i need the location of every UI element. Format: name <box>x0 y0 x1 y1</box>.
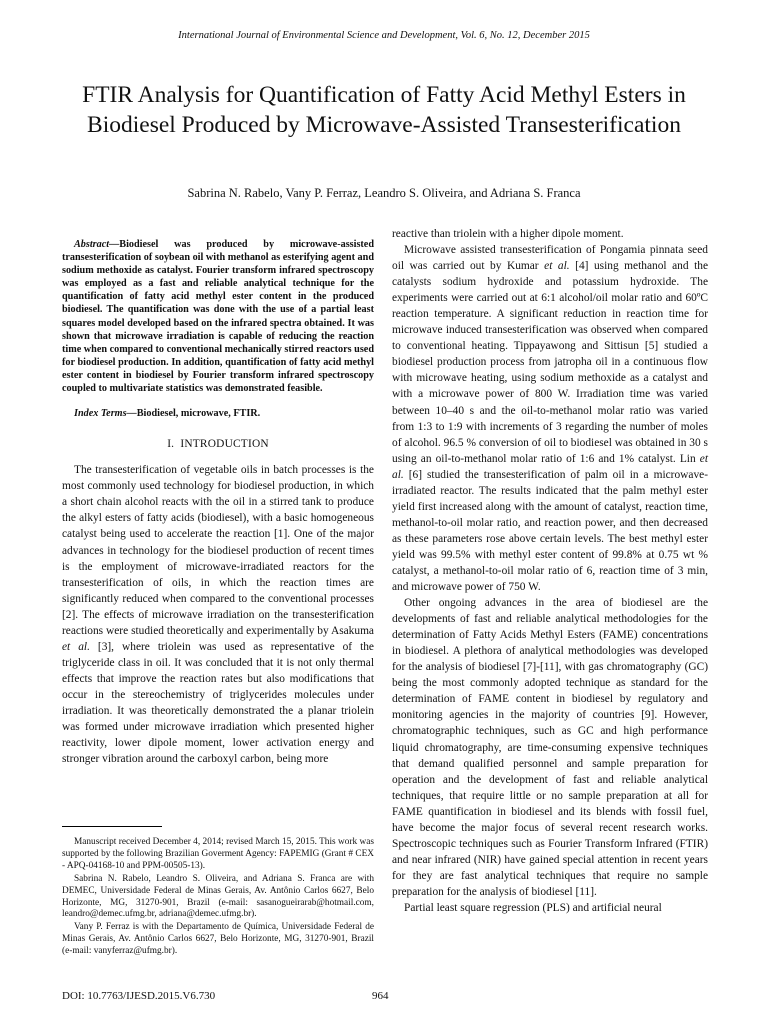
abstract-text: Biodiesel was produced by microwave-assisted transesterification of soybean oil with methanol as esterifying agent and sodium methoxide as catalyst. Fourier transform infrared spectroscopy was employed as a fast and reliable analytical technique for the quantification of fatty acid methyl ester content in the produced biodiesel. The quantification was done with the use of a partial least squares model developed based on the infrared spectra obtained. It was shown that microwave irradiation is capable of reducing the reaction time when compared to conventional mechanically stirred reactors used for biodiesel production. In addition, quantification of fatty acid methyl ester content in biodiesel by Fourier transform infrared spectroscopy coupled to multivariate statistics was demonstrated feasible. <box>62 239 374 395</box>
right-column <box>392 226 708 916</box>
index-terms-text: Biodiesel, microwave, FTIR. <box>136 408 261 420</box>
p1-etal-2: et al. <box>392 452 708 481</box>
paragraph-analytical: Other ongoing advances in the area of biodiesel are the developments of fast and reliable analytical methodologies for the determination of Fatty Acids Methyl Esters (FAME) concentrations in biodiesel. A plethora of analytical methodologies was developed for the analysis of biodiesel [7]-[11], with gas chromatography (GC) being the most commonly adopted technique as standard for the determination of FAME content in biodiesel by regulatory and monitoring agencies in the majority of countries [9]. However, chromatographic techniques, such as GC and high performance liquid chromatography, are time-consuming expensive techniques that demand qualified personnel and sample preparation for operation and the development of fast and reliable analytical techniques, that require little or no sample preparation at all for FAME quantification in biodiesel and its blends with fossil fuel, have become the major focus of several recent research works. Spectroscopic techniques such as Fourier Transform Infrared (FTIR) and near infrared (NIR) have gained special attention in recent years for they are fast analytical techniques that require no sample preparation for the analysis of biodiesel [11]. <box>392 597 708 898</box>
footnote-affiliation-2: Vany P. Ferraz is with the Departamento de Química, Universidade Federal de Minas Gerais, Av. Antônio Carlos 6627, Belo Horizonte, MG, 31270-901, Brazil (e-mail: vanyferraz@ufmg.br). <box>62 922 374 957</box>
author-list: Sabrina N. Rabelo, Vany P. Ferraz, Leandro S. Oliveira, and Adriana S. Franca <box>187 186 581 200</box>
left-column <box>62 238 374 767</box>
journal-header: International Journal of Environmental Science and Development, Vol. 6, No. 12, December 2015 <box>178 30 590 41</box>
footnote-manuscript: Manuscript received December 4, 2014; revised March 15, 2015. This work was supported by the following Brazilian Goverment Agency: FAPEMIG (Grant # CEX - APQ-04168-10 and PPM-00505-13). <box>62 837 374 871</box>
intro-etal: et al. <box>62 640 90 653</box>
paper-title: FTIR Analysis for Quantification of Fatty Acid Methyl Esters in Biodiesel Produced by Microwave-Assisted Transesterification <box>82 82 686 138</box>
page-number: 964 <box>372 990 389 1002</box>
footnote-affiliation-1: Sabrina N. Rabelo, Leandro S. Oliveira, and Adriana S. Franca are with DEMEC, Universidade Federal de Minas Gerais, Av. Antônio Carlos 6627, Belo Horizonte, MG, 31270-901, Brazil (e-mail: sasanogueirarab@hotmail.com, leandro@demec.ufmg.br, adriana@demec.ufmg.br). <box>62 873 374 920</box>
p1-etal-1: et al. <box>544 260 570 273</box>
section-title-rest: NTRODUCTION <box>184 438 269 451</box>
p1-text-b: [4] using methanol and the catalysts sodium hydroxide and potassium hydroxide. The experiments were carried out at 6:1 alcohol/oil molar ratio and 60ºC reaction temperature. A significant reduction in reaction time for microwave induced transesterification was observed when compared to conventional heating. Tippayawong and Sittisun [5] studied a biodiesel production process from jatropha oil in a continuous flow with microwave heating, using sodium methoxide as a catalyst and with a microwave power of 800 W. Irradiation time was varied between 10–40 s and the oil-to-methanol molar ratio was varied from 1:3 to 1:9 with increments of 3 regarding the number of moles of alcohol. 96.5 % conversion of oil to biodiesel was obtained in 30 s using an oil-to-methanol molar ratio of 1:6 and 1% catalyst. Lin <box>392 260 708 465</box>
intro-text-a: The transesterification of vegetable oils in batch processes is the most commonly used technology for biodiesel production, in which a short chain alcohol reacts with the oil in a stirred tank to produce the alkyl esters of fatty acids (biodiesel), with a basic homogeneous catalyst being used to accelerate the reaction [1]. One of the major advances in technology for the biodiesel production of recent times is the employment of microwave-irradiated reactors for the transesterification of oils, in which the reaction times are significantly reduced when compared to the conventional processes [2]. The effects of microwave irradiation on the transesterification reactions were studied theoretically and experimentally by Asakuma <box>62 464 374 637</box>
paragraph-pls: Partial least square regression (PLS) and artificial neural <box>404 901 662 914</box>
continuation-text: reactive than triolein with a higher dipole moment. <box>392 228 624 240</box>
abstract <box>62 238 374 395</box>
doi: DOI: 10.7763/IJESD.2015.V6.730 <box>62 990 216 1002</box>
abstract-label: Abstract— <box>74 239 120 250</box>
p1-text-c: [6] studied the transesterification of palm oil in a microwave-irradiated reactor. The results indicated that the palm methyl ester yield first increased along with the amount of catalyst, reaction time, methanol-to-oil molar ratio, and reaction power, and then decreased as these parameters rose above certain levels. The best methyl ester yield was 99.5% with methyl ester content of 99.8% at 0.75 wt % catalyst, a methanol-to-oil molar ratio of 6, reaction time of 3 min, and microwave power of 750 W. <box>392 468 708 594</box>
p1-text-a: Microwave assisted transesterification of Pongamia pinnata seed oil was carried out by Kumar <box>392 244 708 273</box>
section-heading-introduction <box>62 436 374 452</box>
intro-text-b: [3], where triolein was used as representative of the triglyceride class in oil. It was concluded that it is not only thermal effects that improve the reaction rates but also modifications that occur in the stereochemistry of triglycerides molecules under irradiation. It was theoretically demonstrated the a planar triolein was formed under microwave irradiation which presented higher reactivity, lower dipole moment, lower activation energy and stronger vibration around the carboxyl carbon, being more <box>62 640 374 766</box>
footnotes <box>62 826 374 958</box>
index-terms <box>62 407 374 420</box>
paragraph-microwave <box>392 242 708 595</box>
section-number: I. <box>167 438 175 451</box>
intro-paragraph <box>62 462 374 767</box>
section-title-initial: I <box>180 438 185 451</box>
index-terms-label: Index Terms— <box>74 408 137 420</box>
footnote-rule <box>62 826 162 827</box>
